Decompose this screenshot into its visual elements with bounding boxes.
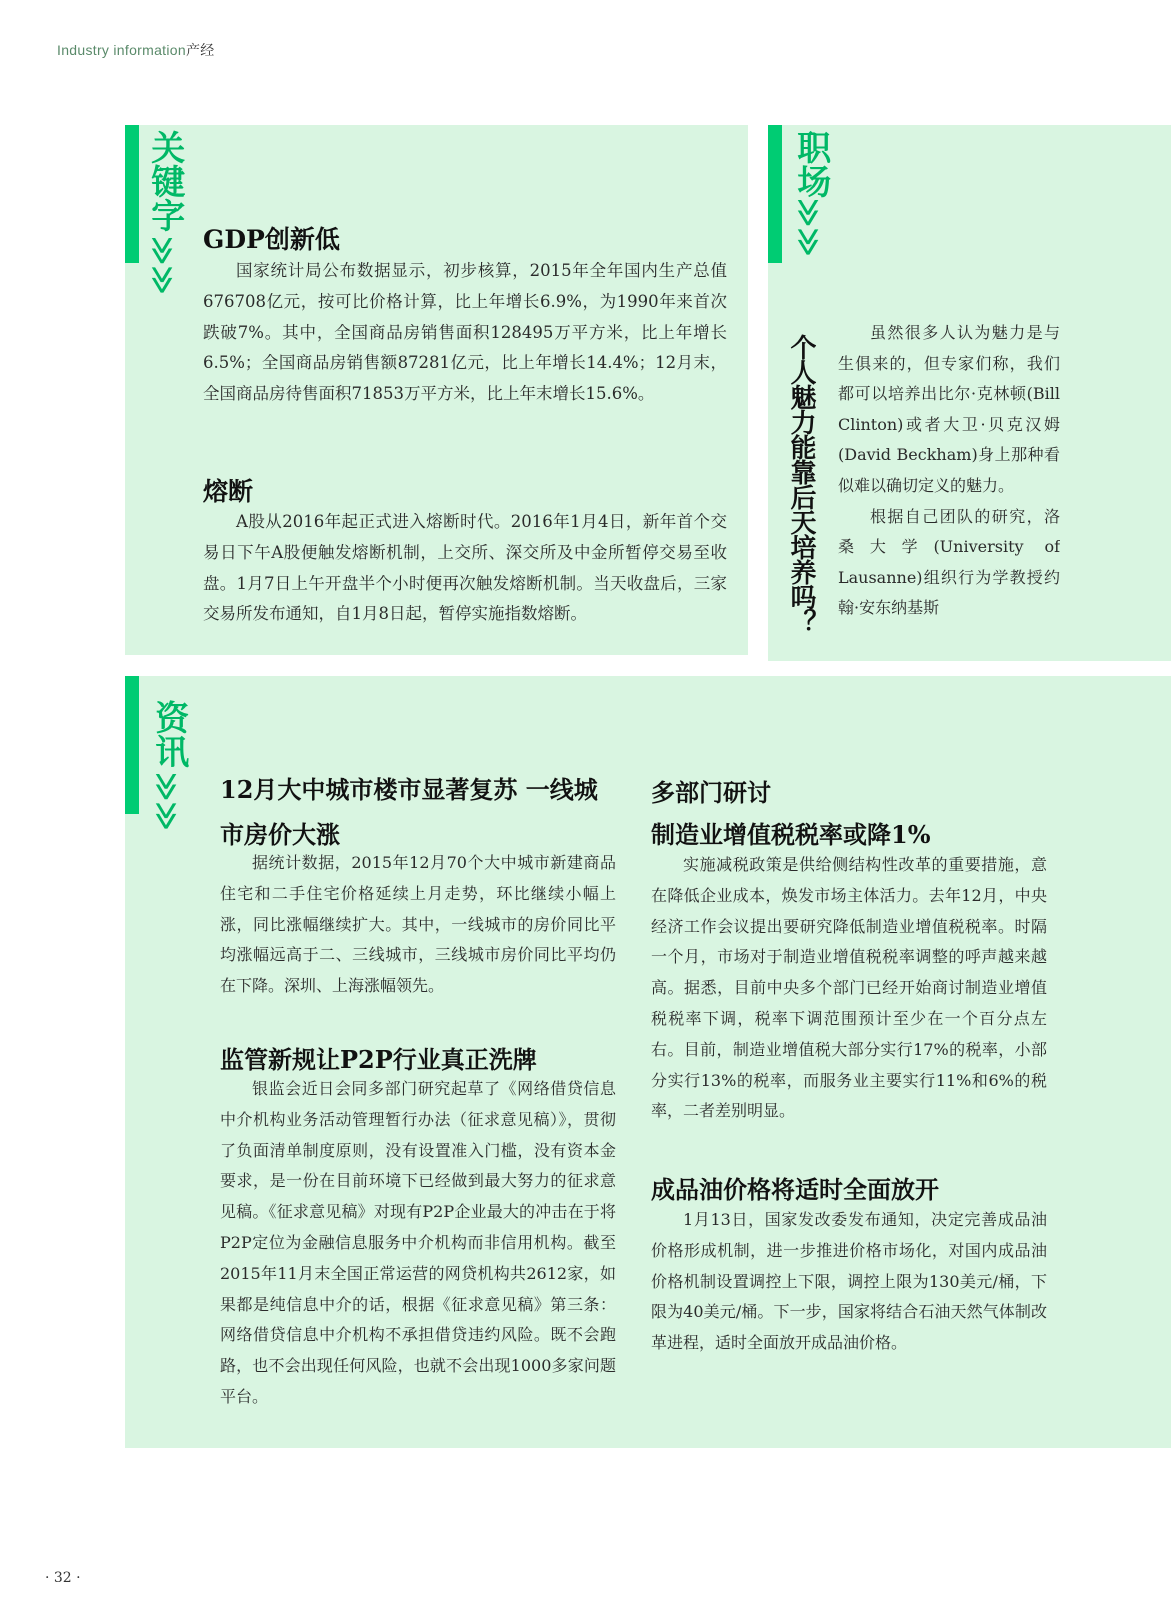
- circuit-breaker-body: A股从2016年起正式进入熔断时代。2016年1月4日，新年首个交易日下午A股便触发熔断机制，上交所、深交所及中金所暂停交易至收盘。1月7日上午开盘半个小时便再次触发熔断机制。当天收盘后，三家交易所发布通知，自1月8日起，暂停实施指数熔断。: [203, 512, 727, 624]
- gdp-body: 国家统计局公布数据显示，初步核算，2015年全年国内生产总值676708亿元，按可比价格计算，比上年增长6.9%，为1990年来首次跌破7%。其中，全国商品房销售面积128495万平方米，比上年增长6.5%；全国商品房销售额87281亿元，比上年增长14.4%；12月末，全国商品房待售面积71853万平方米，比上年末增长15.6%。: [203, 261, 727, 404]
- news-chevron-icon: [146, 772, 188, 831]
- housing-body: 据统计数据，2015年12月70个大中城市新建商品住宅和二手住宅价格延续上月走势，环比继续小幅上涨，同比涨幅继续扩大。其中，一线城市的房价同比平均涨幅远高于二、三线城市，三线城市房价同比平均仍在下降。深圳、上海涨幅领先。: [220, 853, 616, 996]
- p2p-body: 银监会近日会同多部门研究起草了《网络借贷信息中介机构业务活动管理暂行办法（征求意见稿）》，贯彻了负面清单制度原则，没有设置准入门槛，没有资本金要求，是一份在目前环境下已经做到最大努力的征求意见稿。《征求意见稿》对现有P2P企业最大的冲击在于将P2P定位为金融信息服务中介机构而非信用机构。截至2015年11月末全国正常运营的网贷机构共2612家，如果都是纯信息中介的话，根据《征求意见稿》第三条：网络借贷信息中介机构不承担借贷违约风险。既不会跑路，也不会出现任何风险，也就不会出现1000多家问题平台。: [220, 1079, 616, 1406]
- news-chevron-2: ≫: [146, 801, 188, 831]
- keywords-chevron-icon: [142, 236, 184, 295]
- news-chevron-1: ≫: [146, 772, 188, 802]
- p2p-headline: 监管新规让P2P行业真正洗牌: [220, 1045, 537, 1074]
- page-number: · 32 ·: [45, 1570, 81, 1586]
- vat-body: 实施减税政策是供给侧结构性改革的重要措施，意在降低企业成本，焕发市场主体活力。去年12月，中央经济工作会议提出要研究降低制造业增值税税率。时隔一个月，市场对于制造业增值税税率调整的呼声越来越高。据悉，目前中央多个部门已经开始商讨制造业增值税税率下调，税率下调范围预计至少在一个百分点左右。目前，制造业增值税大部分实行17%的税率，小部分实行13%的税率，而服务业主要实行11%和6%的税率，二者差别明显。: [651, 855, 1047, 1121]
- oil-price-headline: 成品油价格将适时全面放开: [651, 1175, 939, 1204]
- section-tag-english: Industry information: [57, 42, 186, 58]
- workplace-section-title: 职场: [790, 130, 831, 198]
- magazine-section-tag: [57, 40, 215, 60]
- keywords-chevron-2: ≫: [142, 265, 184, 295]
- workplace-paragraph-2: 根据自己团队的研究，洛桑大学(University of Lausanne)组织行为学教授约翰·安东纳基斯: [838, 506, 1060, 618]
- workplace-chevron-icon: [788, 198, 830, 257]
- housing-headline-line2: 市房价大涨: [220, 820, 340, 849]
- circuit-breaker-headline: 熔断: [203, 477, 254, 506]
- workplace-accent-bar: [768, 125, 782, 263]
- keywords-chevron-1: ≫: [142, 236, 184, 266]
- news-section-title: 资讯: [148, 700, 189, 768]
- vat-headline-line1: 多部门研讨: [651, 778, 771, 807]
- gdp-headline: GDP创新低: [203, 225, 340, 254]
- workplace-body: [838, 318, 1060, 654]
- oil-price-body: 1月13日，国家发改委发布通知，决定完善成品油价格形成机制，进一步推进价格市场化，对国内成品油价格机制设置调控上下限，调控上限为130美元/桶，下限为40美元/桶。下一步，国家将结合石油天然气体制改革进程，适时全面放开成品油价格。: [651, 1210, 1047, 1353]
- news-accent-bar: [125, 676, 139, 814]
- workplace-chevron-1: ≫: [788, 198, 830, 228]
- workplace-paragraph-1: 虽然很多人认为魅力是与生俱来的，但专家们称，我们都可以培养出比尔·克林顿(Bill Clinton)或者大卫·贝克汉姆(David Beckham)身上那种看似难以确切定义的魅力。: [838, 323, 1060, 495]
- section-tag-chinese: 产经: [185, 43, 215, 59]
- vat-headline-line2: 制造业增值税税率或降1%: [651, 820, 931, 849]
- keywords-accent-bar: [125, 125, 139, 263]
- keywords-section-title: 关键字: [144, 130, 185, 232]
- workplace-chevron-2: ≫: [788, 227, 830, 257]
- workplace-vertical-title: 个人魅力能靠后天培养吗？: [786, 334, 816, 634]
- housing-headline-line1: 12月大中城市楼市显著复苏 一线城: [220, 775, 598, 804]
